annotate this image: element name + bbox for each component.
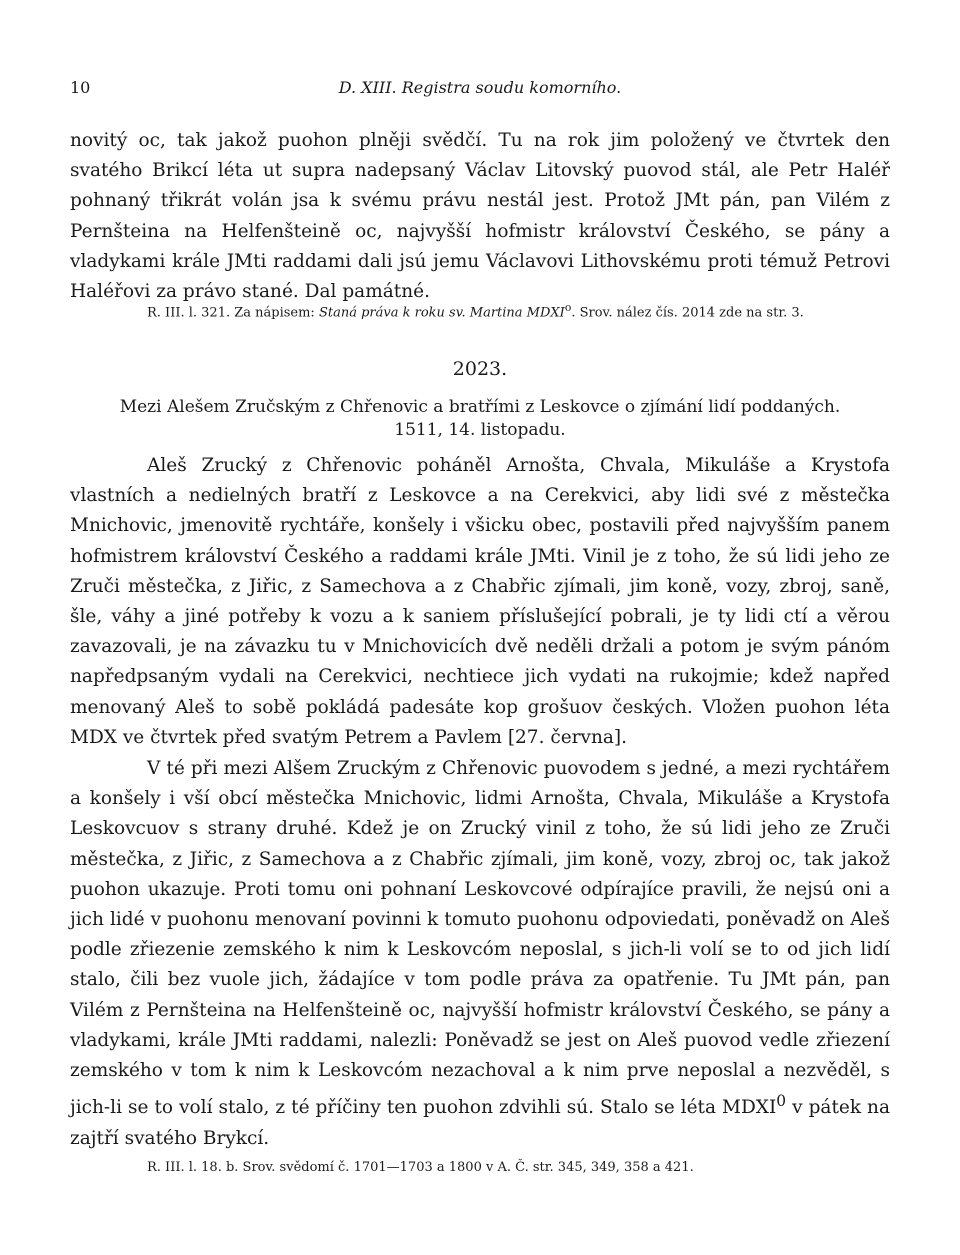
entry-number: 2023. [452,358,508,380]
paragraph-2-end: v pátek na zajtří svatého Brykcí. [70,1097,890,1149]
paragraph-2-body: V té při mezi Alšem Zruckým z Chřenovic puovodem s jedné, a mezi rychtářem a konšely i vší obcí městečka Mnichovic, lidmi Arnošta, Chvala, Mikuláše a Krystofa Leskovcuov s strany druhé. Kdež je on Zrucký vinil z toho, že sú lidi jeho ze Zruči městečka, z Jiřic, z Samechova a z Chabřic zjímali, jim koně, vozy, zbroj oc, tak jakož puohon ukazuje. Proti tomu oni pohnaní Leskovcové odpírajíce pravili, že nejsú oni a jich lidé v puohonu menovaní povinni k tomuto puohonu odpoviedati, poněvadž on Aleš podle zřiezenie zemského k nim k Leskovcóm neposlal, s jich-li volí se to od jich lidí stalo, čili bez vuole jich, žádajíce v tom podle práva za opatřenie. Tu JMt pán, pan Vilém z Pernšteina na Helfenšteině oc, najvyšší hofmistr království Českého, se pány a vladykami, krále JMti raddami, nalezli: Poněvadž se jest on Aleš puovod vedle zřiezení zemského v tom k nim k Leskovcóm nezachoval a k nim prve neposlal a nezvěděl, s jich-li se to volí stalo, z té příčiny ten puohon zdvihli sú. Stalo se léta MDXI [70,758,890,1119]
note1-superscript: o [564,301,572,314]
running-title: D. XIII. Registra soudu komorního. [338,78,622,97]
page-header [70,78,890,106]
paragraph-2-superscript: 0 [776,1092,787,1111]
entry-title: Mezi Alešem Zručským z Chřenovic a bratřími z Leskovce o zjímání lidí poddaných. [119,397,841,417]
paragraph-2 [70,754,890,1154]
paragraph-1 [70,451,890,753]
paragraph-2-text [70,754,890,1154]
opening-paragraph-text: novitý oc, tak jakož puohon plněji svědčí. Tu na rok jim položený ve čtvrtek den svatého Brikcí léta ut supra nadepsaný Václav Litovský puovod stál, ale Petr Haléř pohnaný třikrát volán jsa k svému právu nestál jest. Protož JMt pán, pan Vilém z Pernšteina na Helfenšteině oc, najvyšší hofmistr království Českého, se pány a vladykami krále JMti raddami dali jsú jemu Václavovi Lithovskému proti témuž Petrovi Haléřovi za právo stané. Dal památné. [70,130,890,303]
note1-italic: Staná práva k roku sv. Martina MDXI [318,305,565,321]
page-number: 10 [70,78,91,97]
opening-paragraph [70,126,890,307]
paragraph-1-text: Aleš Zrucký z Chřenovic poháněl Arnošta, Chvala, Mikuláše a Krystofa vlastních a nedielných bratří z Leskovce a na Cerekvici, aby lidi své z městečka Mnichovic, jmenovitě rychtáře, konšely i všicku obec, postavili před najvyšším panem hofmistrem království Českého a raddami krále JMti. Vinil je z toho, že sú lidi jeho ze Zruči městečka, z Jiřic, z Samechova a z Chabřic zjímali, jim koně, vozy, zbroj, saně, šle, váhy a jiné potřeby k vozu a k saniem příslušející pobrali, je ty lidi ctí a věrou zavazovali, je na závazku tu v Mnichovicích dvě neděli držali a potom je svým pánóm napředpsaným vydali na Cerekvici, nechtiece jich vydati na rukojmie; kdež napřed menovaný Aleš to sobě pokládá padesáte kop grošuov českých. Vložen puohon léta MDX ve čtvrtek před svatým Petrem a Pavlem [27. června]. [70,455,890,748]
source-note-1 [70,297,890,324]
entry-date: 1511, 14. listopadu. [394,420,566,440]
source-note-2: R. III. l. 18. b. Srov. svědomí č. 1701—1703 a 1800 v A. Č. str. 345, 349, 358 a 421. [147,1160,694,1175]
note1-suffix: . Srov. nález čís. 2014 zde na str. 3. [571,305,804,321]
note1-prefix: R. III. l. 321. Za nápisem: [147,305,319,321]
